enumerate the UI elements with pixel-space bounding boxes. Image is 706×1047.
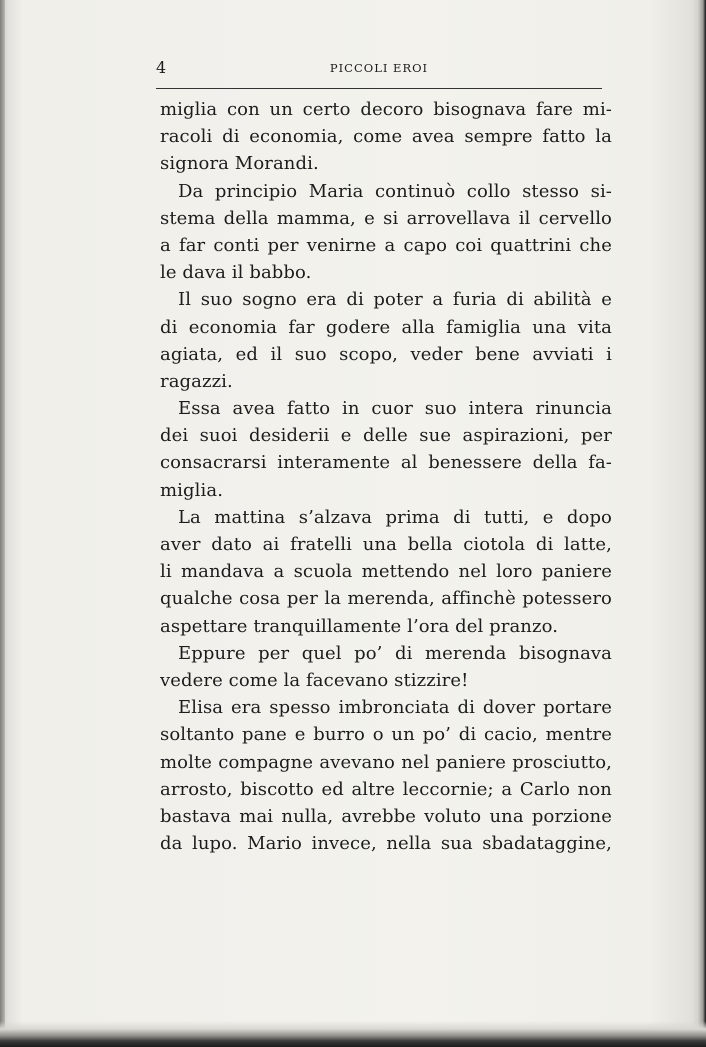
header-rule xyxy=(156,88,602,89)
text-line: le dava il babbo. xyxy=(160,262,312,284)
text-line: aver dato ai fratelli una bella ciotola di latte, xyxy=(160,534,612,555)
text-line: dei suoi desiderii e delle sue aspirazioni, per xyxy=(160,425,612,447)
body-text xyxy=(160,96,612,857)
text-line: molte compagne avevano nel paniere prosciutto, xyxy=(160,751,612,773)
text-line: li mandava a scuola mettendo nel loro paniere xyxy=(160,561,612,583)
text-line: consacrarsi interamente al benessere della fa- xyxy=(160,452,612,474)
text-line: vedere come la facevano stizzire! xyxy=(160,669,469,691)
text-line: soltanto pane e burro o un po’ di cacio, mentre xyxy=(160,724,612,746)
text-line: miglia con un certo decoro bisognava fare mi- xyxy=(160,99,612,120)
text-line: La mattina s’alzava prima di tutti, e dopo xyxy=(178,506,612,528)
text-line: Da principio Maria continuò collo stesso si- xyxy=(178,180,612,202)
page-number: 4 xyxy=(156,58,167,77)
text-line: a far conti per venirne a capo coi quattrini che xyxy=(160,234,612,256)
text-line: signora Morandi. xyxy=(160,153,319,175)
page-bottom-edge-shadow xyxy=(0,1021,706,1047)
text-line: Il suo sogno era di poter a furia di abilità e xyxy=(178,289,612,311)
text-line: Essa avea fatto in cuor suo intera rinuncia xyxy=(178,398,612,420)
text-line: qualche cosa per la merenda, affinchè potessero xyxy=(160,588,612,610)
page-header xyxy=(156,58,602,80)
text-line: ragazzi. xyxy=(160,370,233,392)
page-left-edge-shadow xyxy=(0,0,5,1047)
text-line: Elisa era spesso imbronciata di dover portare xyxy=(178,697,612,719)
running-title: PICCOLI EROI xyxy=(329,61,429,75)
text-line: Eppure per quel po’ di merenda bisognava xyxy=(178,642,612,664)
text-line: arrosto, biscotto ed altre leccornie; a Carlo non xyxy=(160,778,612,800)
text-line: di economia far godere alla famiglia una vita xyxy=(160,316,612,338)
text-line: aspettare tranquillamente l’ora del pranzo. xyxy=(160,615,559,637)
text-line: da lupo. Mario invece, nella sua sbadataggine, xyxy=(160,833,612,855)
text-line: stema della mamma, e si arrovellava il cervello xyxy=(160,207,612,229)
text-line: racoli di economia, come avea sempre fatto la xyxy=(160,126,612,148)
text-line: agiata, ed il suo scopo, veder bene avviati i xyxy=(160,343,612,365)
page-right-edge-shadow xyxy=(692,0,706,1047)
text-line: miglia. xyxy=(160,479,224,501)
text-line: bastava mai nulla, avrebbe voluto una porzione xyxy=(160,805,612,827)
